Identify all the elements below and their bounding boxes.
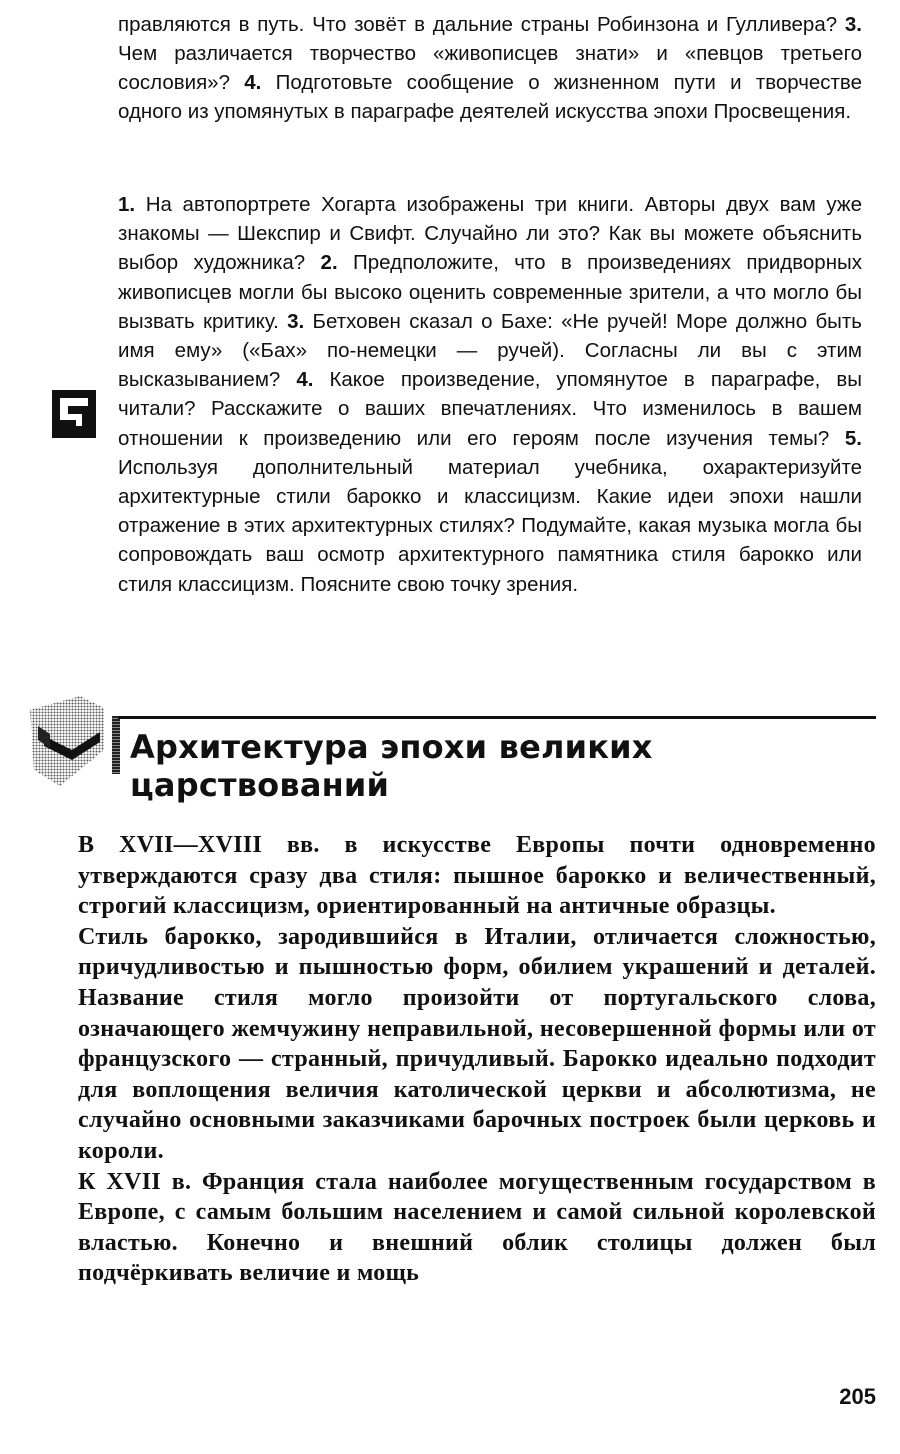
task-number-3: 3. [287,309,305,333]
page-number: 205 [839,1384,876,1409]
task-block [118,190,862,599]
task-text-1: На автопортрете Хогарта изображены три книги. Авторы двух вам уже знакомы — Шекспир и Свифт. Случайно ли это? Как вы можете объяснить выбор художника? [118,193,862,275]
task-text-5: Используя дополнительный материал учебника, охарактеризуйте архитектурные стили барокко и классицизм. Какие идеи эпохи нашли отражение в этих архитектурных стилях? Подумайте, какая музыка могла бы сопровождать ваш осмотр архитектурного памятника стиля барокко или стиля классицизм. Поясните свою точку зрения. [118,455,862,596]
task-number-2: 2. [320,251,338,275]
top-questions-text-3: Подготовьте сообщение о жизненном пути и творчестве одного из упомянутых в параграфе деятелей искусства эпохи Просвещения. [118,71,862,123]
section-title-line-1: Архитектура эпохи великих [130,728,653,766]
task-text-4: Какое произведение, упомянутое в параграфе, вы читали? Расскажите о ваших впечатлениях. Что изменилось в вашем отношении к произведению или его героям после изучения темы? [118,368,862,450]
task-text-3: Бетховен сказал о Бахе: «Не ручей! Море должно быть имя ему» («Бах» по-немецки — ручей). Согласны ли вы с этим высказыванием? [118,309,862,392]
body-paragraph-3: К XVII в. Франция стала наиболее могущественным государством в Европе, с самым большим населением и самой сильной королевской властью. Конечно и внешний облик столицы должен был подчёркивать величие и мощь [78,1168,876,1287]
body-paragraph-2: Стиль барокко, зародившийся в Италии, отличается сложностью, причудливостью и пышностью форм, обилием украшений и деталей. Название стиля могло произойти от португальского слова, означающего жемчужину неправильной, несовершенной формы или от французского — странный, причудливый. Барокко идеально подходит для воплощения величия католической церкви и абсолютизма, не случайно основными заказчиками барочных построек были церковь и короли. [78,923,876,1164]
top-questions-text-2: Чем различается творчество «живописцев знати» и «певцов третьего сословия»? [118,42,862,94]
body-text [78,830,876,1289]
question-number-3: 3. [844,13,862,36]
body-paragraph-1: В XVII—XVIII вв. в искусстве Европы почти одновременно утверждаются сразу два стиля: пышное барокко и величественный, строгий классицизм, ориентированный на античные образцы. [78,832,876,920]
question-number-4: 4. [244,71,262,94]
task-number-5: 5. [844,426,862,450]
task-text-2: Предположите, что в произведениях придворных живописцев могли бы высоко оценить современные зрители, а что могло бы вызвать критику. [118,251,862,333]
section-divider [118,716,876,719]
task-number-1: 1. [118,193,136,216]
task-glyph-icon [48,386,104,442]
section-title [130,728,850,804]
section-marker-icon [20,690,116,790]
task-number-4: 4. [296,368,314,392]
section-side-bar [112,716,120,774]
top-questions-text-1: правляются в путь. Что зовёт в дальние страны Робинзона и Гулливера? [118,13,845,36]
top-questions-block [118,10,862,126]
section-title-line-2: царствований [130,766,390,804]
